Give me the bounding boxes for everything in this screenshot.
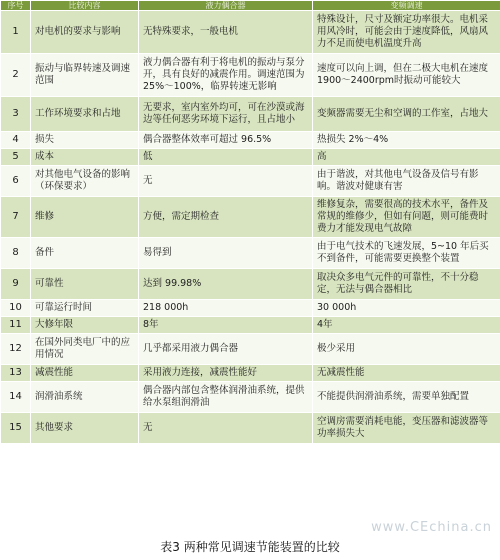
row-number: 13: [1, 365, 31, 382]
header-item: 比较内容: [31, 1, 139, 11]
row-coupler: 8年: [139, 317, 313, 334]
row-coupler: 无: [139, 413, 313, 444]
header-vfd: 变频调速: [313, 1, 500, 11]
row-item: 维修: [31, 197, 139, 238]
table-row: [1, 11, 500, 54]
table-row: [1, 149, 500, 166]
row-vfd: 取决众多电气元件的可靠性，不十分稳定，无法与偶合器相比: [313, 269, 500, 300]
row-item: 在国外同类电厂中的应用情况: [31, 334, 139, 365]
row-number: 10: [1, 300, 31, 317]
row-vfd: 变频器需要无尘和空调的工作室，占地大: [313, 97, 500, 132]
table-row: [1, 54, 500, 97]
row-vfd: 30 000h: [313, 300, 500, 317]
table-row: [1, 132, 500, 149]
row-coupler: 无要求，室内室外均可，可在沙漠或海边等任何恶劣环境下运行，且占地小: [139, 97, 313, 132]
table-row: [1, 413, 500, 444]
row-number: 2: [1, 54, 31, 97]
row-vfd: 4年: [313, 317, 500, 334]
row-number: 11: [1, 317, 31, 334]
row-item: 大修年限: [31, 317, 139, 334]
row-item: 对电机的要求与影响: [31, 11, 139, 54]
row-vfd: 速度可以向上调，但在二极大电机在速度1900～2400rpm时振动可能较大: [313, 54, 500, 97]
row-number: 1: [1, 11, 31, 54]
watermark: www.CEchina.cn: [371, 520, 492, 535]
row-number: 8: [1, 238, 31, 269]
header-no: 序号: [1, 1, 31, 11]
table-caption: 表3 两种常见调速节能装置的比较: [160, 540, 340, 554]
row-vfd: 热损失 2%～4%: [313, 132, 500, 149]
row-number: 7: [1, 197, 31, 238]
row-coupler: 几乎都采用液力偶合器: [139, 334, 313, 365]
row-number: 12: [1, 334, 31, 365]
row-vfd: 不能提供润滑油系统，需要单独配置: [313, 382, 500, 413]
row-item: 可靠性: [31, 269, 139, 300]
table-row: [1, 269, 500, 300]
table-row: [1, 238, 500, 269]
table-row: [1, 317, 500, 334]
row-number: 14: [1, 382, 31, 413]
row-item: 损失: [31, 132, 139, 149]
table-row: [1, 197, 500, 238]
row-coupler: 采用液力连接，减震性能好: [139, 365, 313, 382]
row-vfd: 由于电气技术的飞速发展，5~10 年后买不到备件，可能需要更换整个装置: [313, 238, 500, 269]
row-coupler: 液力偶合器有利于将电机的振动与泵分开，具有良好的减震作用。调速范围为25%～100%，临界转速无影响: [139, 54, 313, 97]
table-header-row: [1, 1, 500, 11]
table-row: [1, 365, 500, 382]
table-row: [1, 300, 500, 317]
row-item: 对其他电气设备的影响（环保要求）: [31, 166, 139, 197]
row-coupler: 低: [139, 149, 313, 166]
row-item: 备件: [31, 238, 139, 269]
row-coupler: 218 000h: [139, 300, 313, 317]
row-coupler: 偶合器内部包含整体润滑油系统，提供给水泵组润滑油: [139, 382, 313, 413]
row-item: 成本: [31, 149, 139, 166]
row-item: 振动与临界转速及调速范围: [31, 54, 139, 97]
row-coupler: 易得到: [139, 238, 313, 269]
table-row: [1, 334, 500, 365]
row-coupler: 无: [139, 166, 313, 197]
row-number: 15: [1, 413, 31, 444]
row-number: 9: [1, 269, 31, 300]
row-item: 可靠运行时间: [31, 300, 139, 317]
table-row: [1, 166, 500, 197]
row-vfd: 无减震性能: [313, 365, 500, 382]
row-number: 5: [1, 149, 31, 166]
row-number: 3: [1, 97, 31, 132]
row-vfd: 高: [313, 149, 500, 166]
row-vfd: 特殊设计，尺寸及额定功率很大。电机采用风冷时，可能会由于速度降低，风扇风力不足而使电机温度升高: [313, 11, 500, 54]
table-row: [1, 382, 500, 413]
row-number: 6: [1, 166, 31, 197]
row-item: 其他要求: [31, 413, 139, 444]
row-item: 润滑油系统: [31, 382, 139, 413]
row-vfd: 由于谐波，对其他电气设备及信号有影响。谐波对健康有害: [313, 166, 500, 197]
row-coupler: 无特殊要求，一般电机: [139, 11, 313, 54]
row-number: 4: [1, 132, 31, 149]
row-vfd: 空调房需要消耗电能，变压器和滤波器等功率损失大: [313, 413, 500, 444]
row-vfd: 极少采用: [313, 334, 500, 365]
table-body: [1, 11, 500, 444]
row-item: 减震性能: [31, 365, 139, 382]
table-row: [1, 97, 500, 132]
row-coupler: 偶合器整体效率可超过 96.5%: [139, 132, 313, 149]
row-item: 工作环境要求和占地: [31, 97, 139, 132]
header-coupler: 液力偶合器: [139, 1, 313, 11]
row-coupler: 达到 99.98%: [139, 269, 313, 300]
row-vfd: 维修复杂，需要很高的技术水平，备件及常规的维修少，但如有问题，则可能费时费力才能发现电气故障: [313, 197, 500, 238]
row-coupler: 方便，需定期检查: [139, 197, 313, 238]
